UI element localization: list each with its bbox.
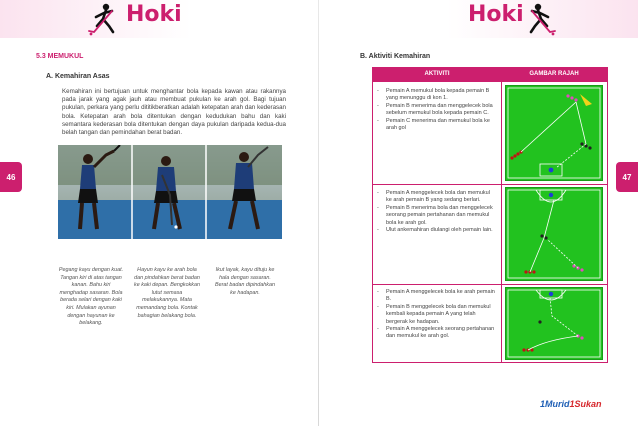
list-item: - Pemain B menerima bola dan menggelecek seorang pemain pertahanan dan memukul bola ke arah gol. xyxy=(377,205,497,227)
subsection-heading-a: A. Kemahiran Asas xyxy=(46,73,110,80)
body-paragraph: Kemahiran ini bertujuan untuk menghantar bola kepada kawan atau rakannya pada jarak yang agak jauh atau membuat pukulan ke arah gol. Bagi tujuan pukulan, perkara yang perlu dititikberatkan adalah ketepatan arah dan kederasan bola. Ketepatan arah bola ditentukan dengan kedudukan bahu dan kaki semantara kederasan bola ditentukan dengan daya pukulan daripada kedua-dua belah tangan dan pemindahan berat badan. xyxy=(62,88,286,137)
list-item: - Pemain A menggelecek bola dan memukul ke arah pemain B yang sedang berlari. xyxy=(377,190,497,205)
table-header-gambar-rajah: GAMBAR RAJAH xyxy=(529,71,579,77)
table-header-aktiviti: AKTIVITI xyxy=(424,71,450,77)
hockey-player-icon-right xyxy=(522,2,558,36)
list-item: - Pemain B menggelecek bola dan memukul kembali kepada pemain A yang telah bergerak ke hadapan. xyxy=(377,304,497,326)
technique-photo-sequence xyxy=(58,145,282,239)
row1-activity-list xyxy=(377,88,497,132)
photo-caption-2: Hayun kayu ke arah bola dan pindahkan berat badan ke kaki depan. Bengkokkan lutut semasa melakukannya. Mata memandang bola. Kontak bahagian belakang bola. xyxy=(134,267,200,319)
activity-table xyxy=(372,67,608,363)
hockey-player-icon xyxy=(86,2,122,36)
list-item: - Pemain B menerima dan menggelecek bola sebelum memukul bola kepada pemain C. xyxy=(377,103,497,118)
brand-part-1: 1Murid xyxy=(540,399,570,409)
brand-logo xyxy=(540,399,602,409)
list-item: - Pemain A menggelecek bola ke arah pemain B. xyxy=(377,289,497,304)
drill-diagram-2 xyxy=(505,187,603,281)
table-header-row xyxy=(373,68,607,82)
brand-part-2: 1Sukan xyxy=(569,399,602,409)
photo-caption-3: Ikut layak, kayu dituju ke hala dengan sasaran. Berat badan dipindahkan ke hadapan. xyxy=(215,267,275,296)
subsection-heading-b: B. Aktiviti Kemahiran xyxy=(360,53,431,60)
list-item: - Pemain C menerima dan memukul bola ke arah gol xyxy=(377,118,497,133)
left-title: Hoki xyxy=(126,2,182,27)
page-number-tab-left: 46 xyxy=(0,162,22,192)
list-item: - Pemain A memukul bola kepada pemain B yang menunggu di kon 1. xyxy=(377,88,497,103)
drill-diagram-3 xyxy=(505,287,603,360)
right-title: Hoki xyxy=(468,2,524,27)
list-item: - Ulut ankemahiran diulangi oleh pemain lain. xyxy=(377,227,497,234)
section-label: 5.3 MEMUKUL xyxy=(36,53,84,60)
photo-caption-1: Pegang kayu dengan kuat. Tangan kiri di atas tangan kanan. Bahu kiri menghadap sasaran. Bola berada selari dengan kaki kiri. Mulakan ayunan dengan hayunan ke belakang. xyxy=(58,267,124,327)
page-number-tab-right: 47 xyxy=(616,162,638,192)
row3-activity-list xyxy=(377,289,497,341)
drill-diagram-1 xyxy=(505,85,603,181)
row2-activity-list xyxy=(377,190,497,234)
list-item: - Pemain A menggelecek seorang pertahanan dan memukul ke arah gol. xyxy=(377,326,497,341)
